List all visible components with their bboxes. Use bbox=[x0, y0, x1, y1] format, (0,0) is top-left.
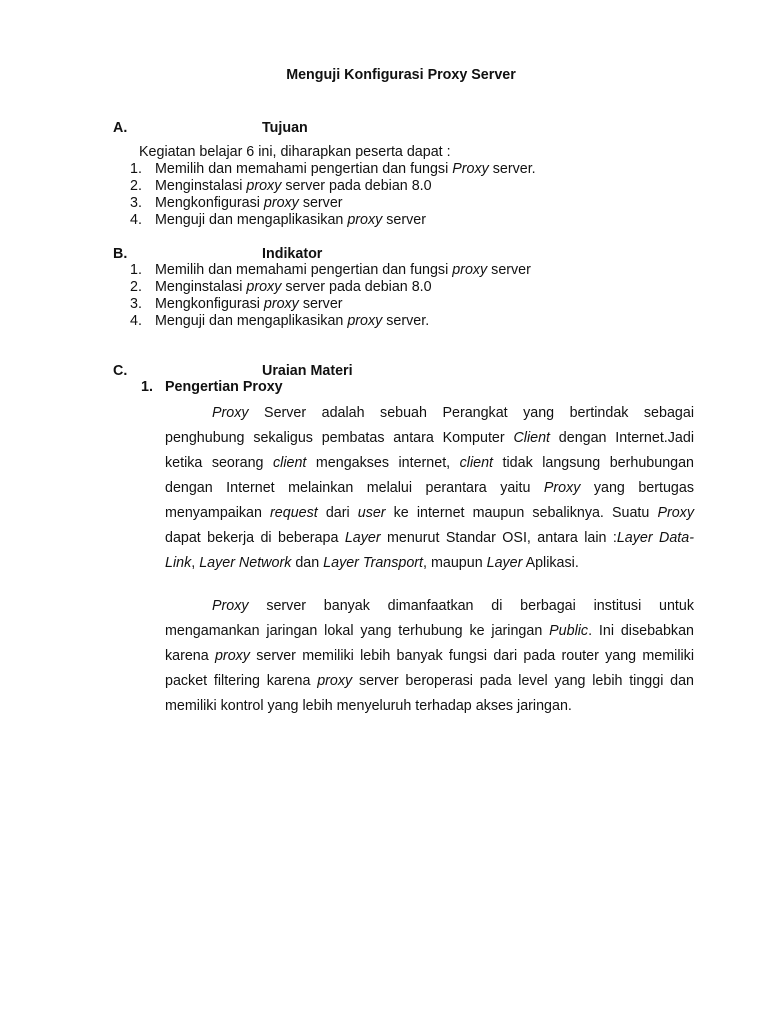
section-b-title: Indikator bbox=[262, 246, 323, 262]
text-run: menurut Standar OSI, antara lain : bbox=[380, 530, 617, 546]
italic-text: proxy bbox=[347, 212, 383, 228]
section-a-intro: Kegiatan belajar 6 ini, diharapkan peserta dapat : bbox=[139, 144, 451, 160]
paragraph-2 bbox=[165, 594, 694, 719]
text-run: server pada debian 8.0 bbox=[281, 178, 432, 194]
italic-text: Proxy bbox=[657, 505, 694, 521]
text-run: tidak langsung berhubungan dengan Internet melainkan melalui perantara yaitu bbox=[165, 455, 695, 496]
italic-text: proxy bbox=[452, 262, 488, 278]
text-run: Menguji dan mengaplikasikan bbox=[155, 313, 348, 329]
text-run: server bbox=[487, 262, 531, 278]
text-run: Mengkonfigurasi bbox=[155, 296, 264, 312]
italic-text: proxy bbox=[246, 178, 282, 194]
italic-text: client bbox=[459, 455, 494, 471]
italic-text: client bbox=[273, 455, 307, 471]
list-item bbox=[130, 212, 536, 229]
list-item-number: 3. bbox=[130, 296, 142, 312]
text-run: Menguji dan mengaplikasikan bbox=[155, 212, 348, 228]
text-run: server bbox=[382, 212, 427, 228]
list-item bbox=[130, 161, 536, 178]
list-item-number: 2. bbox=[130, 279, 142, 295]
list-item bbox=[130, 178, 536, 195]
section-a-title: Tujuan bbox=[262, 120, 308, 136]
text-run: dan bbox=[291, 555, 324, 571]
italic-text: Layer bbox=[486, 555, 523, 571]
list-item-number: 4. bbox=[130, 212, 142, 228]
section-c-letter: C. bbox=[113, 363, 128, 379]
italic-text: Client bbox=[513, 430, 550, 446]
text-run: server memiliki lebih banyak fungsi dari pada router yang memiliki packet filtering karena bbox=[165, 648, 694, 689]
paragraph-1 bbox=[165, 401, 694, 576]
section-c-title: Uraian Materi bbox=[262, 363, 353, 379]
italic-text: Layer Data-Link bbox=[165, 530, 694, 571]
text-run: Memilih dan memahami pengertian dan fungsi bbox=[155, 262, 453, 278]
italic-text: request bbox=[270, 505, 318, 521]
italic-text: Public bbox=[549, 623, 589, 639]
text-run: . Ini disebabkan karena bbox=[165, 623, 694, 664]
text-run: Memilih dan memahami pengertian dan fungsi bbox=[155, 161, 453, 177]
italic-text: user bbox=[357, 505, 386, 521]
section-b-list bbox=[130, 262, 531, 330]
list-item-number: 3. bbox=[130, 195, 142, 211]
text-run: server banyak dimanfaatkan di berbagai institusi untuk mengamankan jaringan lokal yang terhubung ke jaringan bbox=[165, 598, 694, 639]
section-b-letter: B. bbox=[113, 246, 128, 262]
subsection-title: Pengertian Proxy bbox=[165, 379, 283, 395]
document-title: Menguji Konfigurasi Proxy Server bbox=[286, 67, 516, 83]
text-run: server bbox=[298, 296, 343, 312]
text-run: Menginstalasi bbox=[155, 178, 247, 194]
list-item-number: 2. bbox=[130, 178, 142, 194]
italic-text: proxy bbox=[246, 279, 282, 295]
text-run: dengan Internet.Jadi ketika seorang bbox=[165, 430, 694, 471]
italic-text: proxy bbox=[317, 673, 353, 689]
italic-text: Layer Network bbox=[199, 555, 292, 571]
text-run: , maupun bbox=[423, 555, 487, 571]
italic-text: Layer bbox=[344, 530, 381, 546]
italic-text: Proxy bbox=[543, 480, 581, 496]
text-run: Server adalah sebuah Perangkat yang bertindak sebagai penghubung sekaligus pembatas antara Komputer bbox=[165, 405, 694, 446]
list-item bbox=[130, 279, 531, 296]
list-item bbox=[130, 195, 536, 212]
list-item-number: 4. bbox=[130, 313, 142, 329]
text-run: server. bbox=[382, 313, 430, 329]
italic-text: proxy bbox=[347, 313, 383, 329]
text-run: server beroperasi pada level yang lebih tinggi dan memiliki kontrol yang lebih menyeluruh terhadap akses jaringan. bbox=[165, 673, 694, 714]
text-run: mengakses internet, bbox=[306, 455, 460, 471]
text-run: server bbox=[298, 195, 343, 211]
italic-text: Proxy bbox=[452, 161, 489, 177]
list-item bbox=[130, 296, 531, 313]
list-item-number: 1. bbox=[130, 262, 142, 278]
italic-text: proxy bbox=[263, 195, 299, 211]
italic-text: Proxy bbox=[212, 405, 249, 421]
text-run: dapat bekerja di beberapa bbox=[165, 530, 345, 546]
italic-text: Proxy bbox=[212, 598, 249, 614]
text-run: Menginstalasi bbox=[155, 279, 247, 295]
list-item bbox=[130, 313, 531, 330]
text-run: dari bbox=[317, 505, 358, 521]
text-run: server. bbox=[488, 161, 536, 177]
list-item-number: 1. bbox=[130, 161, 142, 177]
section-a-letter: A. bbox=[113, 120, 128, 136]
italic-text: proxy bbox=[263, 296, 299, 312]
text-run: , bbox=[191, 555, 200, 571]
italic-text: Layer Transport bbox=[323, 555, 424, 571]
list-item bbox=[130, 262, 531, 279]
text-run: server pada debian 8.0 bbox=[281, 279, 432, 295]
text-run: yang bertugas menyampaikan bbox=[165, 480, 694, 521]
text-run: ke internet maupun sebaliknya. Suatu bbox=[385, 505, 658, 521]
subsection-number: 1. bbox=[141, 379, 153, 395]
italic-text: proxy bbox=[214, 648, 250, 664]
text-run: Mengkonfigurasi bbox=[155, 195, 264, 211]
text-run: Aplikasi. bbox=[522, 555, 579, 571]
section-a-list bbox=[130, 161, 536, 229]
subsection-heading bbox=[141, 379, 283, 395]
